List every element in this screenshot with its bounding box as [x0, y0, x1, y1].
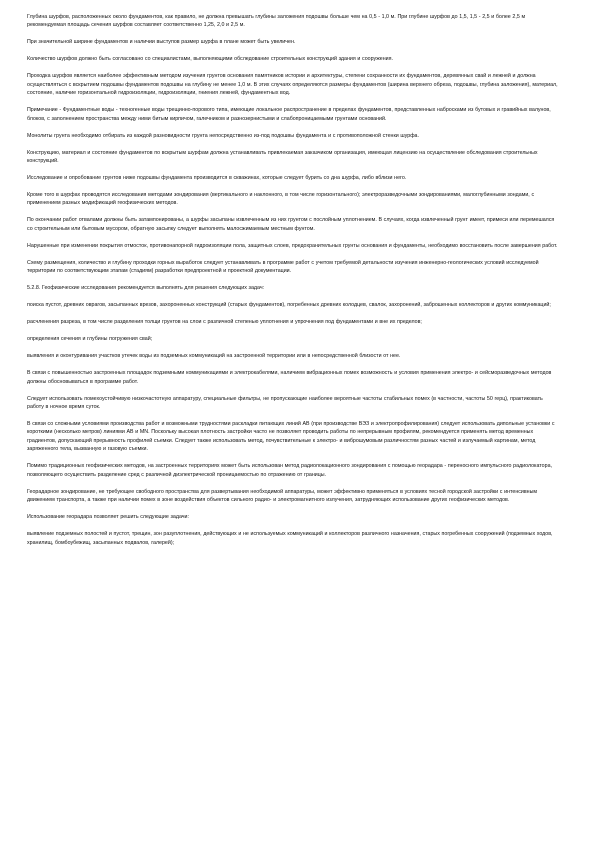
paragraph: Исследование и опробование грунтов ниже подошвы фундамента производится в скважинах, которые следует бурить со дна шурфа, либо вблизи него. — [27, 175, 407, 182]
paragraph: При значительной ширине фундаментов и наличии выступов размер шурфа в плане может быть увеличен. — [27, 39, 296, 46]
paragraph: Помимо традиционных геофизических методов, на застроенных территориях может быть использован метод радиолокационного зондирования с помощью георадара - переносного импульсного радиолокатора, позволяющего осуществить разделение сред с различной диэлектрической проницаемостью по отражению от границы. — [27, 463, 552, 478]
paragraph: Георадарное зондирование, не требующее свободного пространства для развертывания необходимой аппаратуры, может эффективно применяться в условиях тесной городской застройки с интенсивным движением транспорта, а также при наличии помех в зоне воздействия объектов сильного радио- и электромагнитного излучения, затрудняющих использование других геофизических методов. — [27, 488, 538, 504]
list-item: поиска пустот, древних оврагов, засыпанных врезов, захороненных конструкций (старых фундаментов), погребенных древних колодцев, свалок, захоронений, заброшенных коллекторов и других коммуникаций; — [27, 302, 551, 309]
list-item: выявление подземных полостей и пустот, трещин, зон разуплотнения, действующих и не используемых коммуникаций и коллекторов различного назначения, старых погребенных сооружений (подземных ходов, хранилищ, бомбоубежищ, засыпанных подвалов, галерей); — [27, 531, 553, 546]
paragraph: Монолиты грунта необходимо отбирать из каждой разновидности грунта непосредственно из-под подошвы фундамента и с противоположной стенки шурфа. — [27, 132, 419, 139]
paragraph: В связи с повышенностью застроенных площадок подземными коммуникациями и электрокабелями, наличием вибрационных помех возможность и условия применения электро- и сейсморазведочных методов должны обосновываться в программе работ. — [27, 370, 552, 385]
paragraph: Схему размещения, количество и глубину проходки горных выработок следует устанавливать в программе работ с учетом требуемой детальности изучения инженерно-геологических условий исследуемой территории по соответствующим этапам (стадиям) разработки предпроектной и проектной документации. — [27, 259, 539, 275]
paragraph: Глубина шурфов, расположенных около фундаментов, как правило, не должна превышать глубины заложения подошвы больше чем на 0,5 - 1,0 м. При глубине шурфов до 1,5, 1,5 - 2,5 и более 2,5 м рекомендуемая площадь сечения шурфов составляет соответственно 1,25, 2,0 и 2,5 м. — [27, 14, 526, 29]
note-paragraph: Примечание - Фундаментные воды - техногенные воды трещинно-порового типа, имеющие локальное распространение в пределах фундаментов, представленных набросками из бутовых и гравийных валунов, блоков, с заполнением пространства между ними битым кирпичом, галечником и разнозернистыми и слабопроницаемыми грунтами оснований. — [27, 107, 551, 122]
list-item: выявления и оконтуривания участков утечек воды из подземных коммуникаций на застроенной территории или в непосредственной близости от нее. — [27, 353, 401, 360]
paragraph: Использование георадара позволяет решить следующие задачи: — [27, 514, 189, 521]
paragraph: В связи со сложными условиями производства работ и возможными трудностями раскладки питающих линий АВ (при производстве ВЭЗ и электропрофилирования) следует использовать дипольные установки с короткими (несколько метров) линиями АВ и MN. Поскольку высокая плотность застройки часто не позволяет проводить работы по непрерывным профилям, рекомендуется применять метод временных градиентов, допускающий прерывность профилей съемки. Следует также использовать метод, почувствительные к электро- и виброшумовым различностям разных частей и излучаемый картинам, метод заряженного тела, вызванную и газовую съемки. — [27, 421, 555, 453]
section-heading: 5.2.8. Геофизические исследования рекомендуется выполнять для решения следующих задач: — [27, 285, 265, 292]
paragraph: Конструкцию, материал и состояние фундаментов по вскрытым шурфам должна устанавливать привлекаемая заказчиком организация, имеющая лицензию на осуществление обследования строительных конструкций. — [27, 149, 538, 165]
paragraph: Следует использовать помехоустойчивую низкочастотную аппаратуру, специальные фильтры, не пропускающие наиболее вероятные частоты стабильных помех (в частности, частоты 50 герц), практиковать работу в ночное время суток. — [27, 395, 543, 411]
paragraph: Нарушенные при изменении покрытия отмосток, противонапорной гидроизоляции пола, защитных слоев, предохранительных грунты основания и фундаменты, необходимо восстановить после завершения работ. — [27, 242, 558, 249]
paragraph: Проходка шурфов является наиболее эффективным методом изучения грунтов основания памятников истории и архитектуры, степени сохранности их фундаментов, деревянных свай и лежней и должна осуществляться с вскрытием подошвы фундаментов подошвы на глубину не менее 1,0 м. В этих случаях определяются размеры фундаментов (ширина верхнего обреза, подошвы, глубина заложения), материал, состояние, наличие горизонтальной гидроизоляции, гидроизоляции, гниения лежней, фундаментных вод. — [27, 73, 558, 97]
list-item: расчленения разреза, в том числе разделения толщи грунтов на слои с различной степенью уплотнения и упрочнения под фундаментами и вне их пределов; — [27, 319, 422, 326]
paragraph: Кроме того в шурфах проводятся исследования методами зондирования (вертикального и наклонного, в том числе горизонтального); электроразведочными зондированиями, малоглубинными зондами, с применением разных модификаций геофизических методов. — [27, 192, 535, 207]
paragraph: Количество шурфов должно быть согласовано со специалистами, выполняющими обследование строительных конструкций здания и сооружения. — [27, 56, 393, 63]
list-item: определения сечения и глубины погружения свай; — [27, 336, 153, 343]
paragraph: По окончании работ отвалами должны быть затампонированы, а шурфы засыпаны извлеченным из них грунтом с послойным уплотнением. В случаях, когда извлеченный грунт имеет, примеси или перемешался со строительным или бытовым мусором, обратную засыпку следует выполнять малосжимаемым местным фунтом. — [27, 217, 555, 232]
